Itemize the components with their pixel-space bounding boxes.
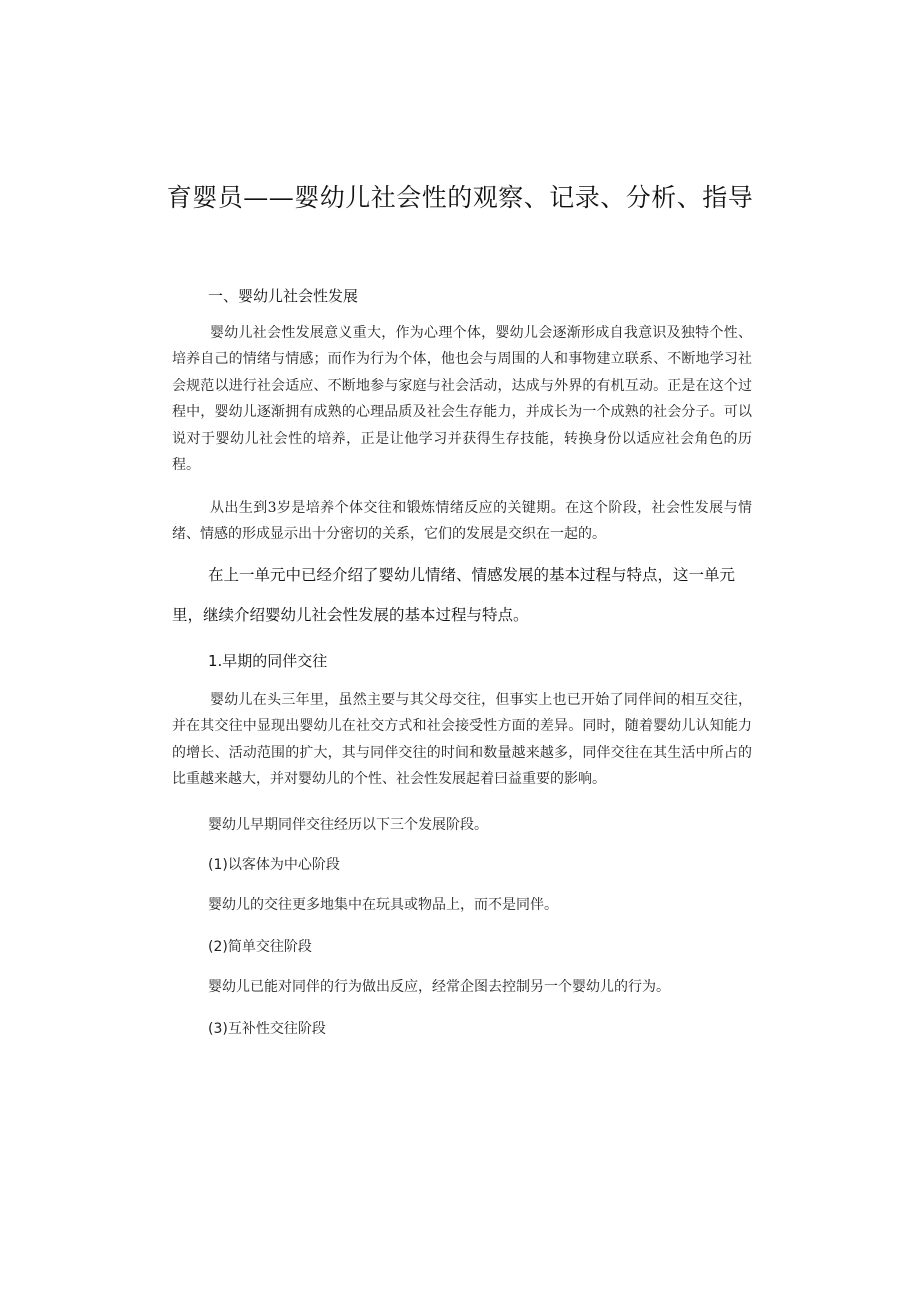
emphasis-paragraph: 在上一单元中已经介绍了婴幼儿情绪、情感发展的基本过程与特点，这一单元里，继续介绍婴幼儿社会性发展的基本过程与特点。 [172,566,736,624]
stages-intro: 婴幼儿早期同伴交往经历以下三个发展阶段。 [208,817,488,833]
body-paragraph: 婴幼儿社会性发展意义重大，作为心理个体，婴幼儿会逐渐形成自我意识及独特个性、培养自己的情绪与情感；而作为行为个体，他也会与周围的人和事物建立联系、不断地学习社会规范以进行社会适应、不断地参与家庭与社会活动，达成与外界的有机互动。正是在这个过程中，婴幼儿逐渐拥有成熟的心理品质及社会生存能力，并成长为一个成熟的社会分子。可以说对于婴幼儿社会性的培养，正是让他学习并获得生存技能，转换身份以适应社会角色的历程。 [172,325,752,474]
stage-label: (1)以客体为中心阶段 [208,857,340,873]
stage-description: 婴幼儿已能对同伴的行为做出反应，经常企图去控制另一个婴幼儿的行为。 [208,979,670,995]
body-paragraph: 从出生到3岁是培养个体交往和锻炼情绪反应的关键期。在这个阶段，社会性发展与情绪、情感的形成显示出十分密切的关系，它们的发展是交织在一起的。 [172,500,752,543]
stage-label: (2)简单交往阶段 [208,939,312,955]
stage-description: 婴幼儿的交往更多地集中在玩具或物品上，而不是同伴。 [208,897,558,913]
body-paragraph: 婴幼儿在头三年里，虽然主要与其父母交往，但事实上也已开始了同伴间的相互交往，并在其交往中显现出婴幼儿在社交方式和社会接受性方面的差异。同时，随着婴幼儿认知能力的增长、活动范围的扩大，其与同伴交往的时间和数量越来越多，同伴交往在其生活中所占的比重越来越大，并对婴幼儿的个性、社会性发展起着曰益重要的影响。 [172,692,752,788]
document-title: 育婴员——婴幼儿社会性的观察、记录、分析、指导 [166,183,754,212]
section-heading: 一、婴幼儿社会性发展 [208,287,359,305]
stage-label: (3)互补性交往阶段 [208,1021,326,1037]
subsection-heading: 1.早期的同伴交往 [208,652,328,670]
